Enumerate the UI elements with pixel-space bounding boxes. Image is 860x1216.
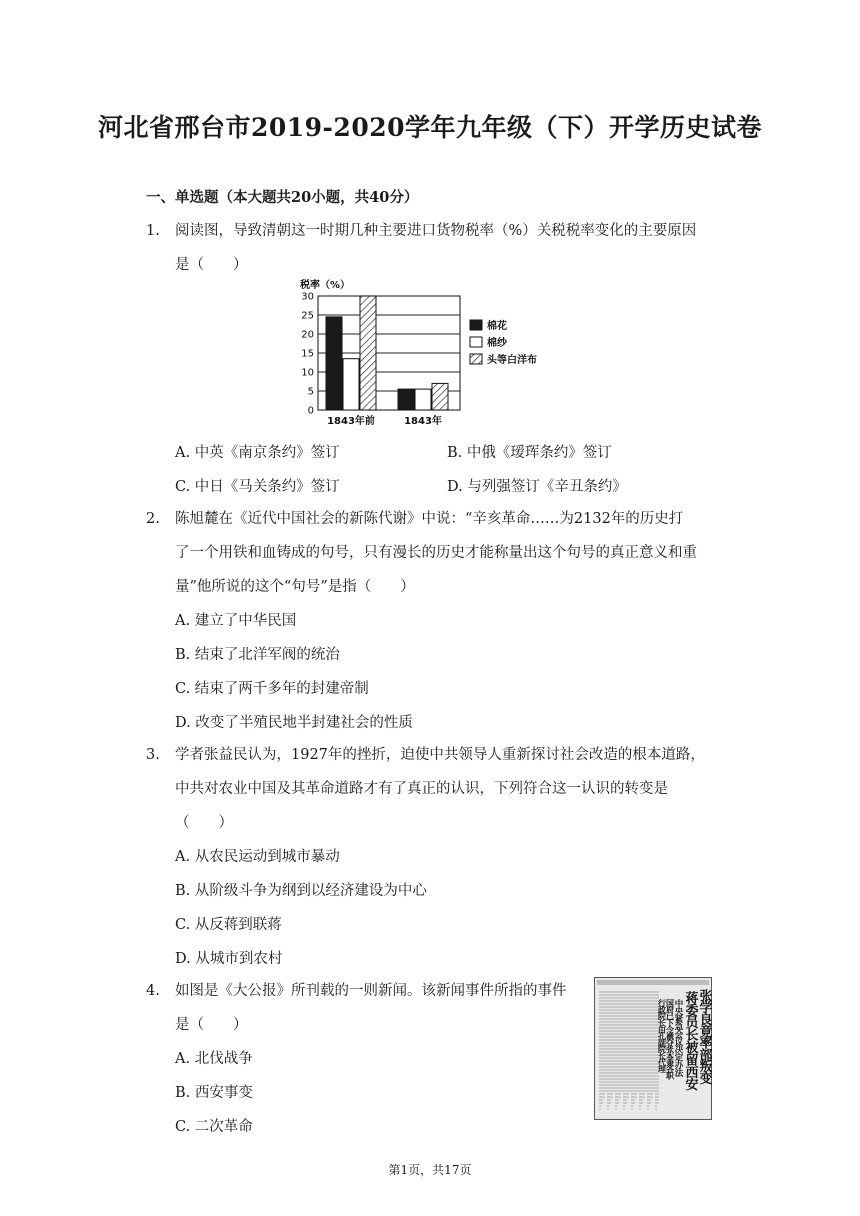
- bar-1-1: [415, 389, 431, 410]
- option-a: A. 中英《南京条约》签订: [175, 445, 340, 461]
- headline-1: 张学良竟率部叛变: [696, 989, 712, 1084]
- option-a: A. 北伐战争: [175, 1051, 253, 1067]
- option-a: A. 建立了中华民国: [175, 613, 297, 629]
- question-number: 1.: [146, 223, 160, 239]
- y-tick-label: 10: [301, 367, 314, 379]
- question-text: 量”他所说的这个“句号”是指（ ）: [175, 579, 415, 595]
- question-text: 学者张益民认为，1927年的挫折，迫使中共领导人重新探讨社会改造的根本道路，: [175, 747, 705, 763]
- section-heading: 一、单选题（本大题共20小题，共40分）: [146, 189, 419, 206]
- bar-0-1: [343, 359, 359, 410]
- question-text: （ ）: [175, 815, 233, 831]
- option-c: C. 结束了两千多年的封建帝制: [175, 681, 369, 697]
- legend-label: 棉花: [487, 321, 507, 332]
- option-d: D. 改变了半殖民地半封建社会的性质: [175, 715, 413, 731]
- legend-label: 头等白洋布: [487, 355, 537, 366]
- option-c: C. 中日《马关条约》签订: [175, 479, 340, 495]
- question-text: 中共对农业中国及其革命道路才有了真正的认识，下列符合这一认识的转变是: [175, 781, 668, 797]
- legend-swatch: [470, 337, 482, 347]
- option-b: B. 中俄《瑷珲条约》签订: [447, 445, 612, 461]
- y-axis-label: 税率（%）: [300, 280, 351, 291]
- question-text: 是（ ）: [175, 1017, 248, 1033]
- y-tick-label: 25: [301, 310, 314, 322]
- option-a: A. 从农民运动到城市暴动: [175, 849, 340, 865]
- question-text: 如图是《大公报》所刊载的一则新闻。该新闻事件所指的事件: [175, 983, 567, 999]
- option-c: C. 二次革命: [175, 1119, 253, 1135]
- legend-swatch: [470, 354, 482, 364]
- question-number: 2.: [146, 511, 160, 527]
- subheadline-2: 国府已下令褫夺张本兼各职: [665, 999, 675, 1079]
- option-b: B. 西安事变: [175, 1085, 253, 1101]
- question-number: 4.: [146, 983, 160, 999]
- headline-2: 蒋委员长被留西安: [682, 991, 698, 1091]
- option-d: D. 从城市到农村: [175, 951, 283, 967]
- y-tick-label: 15: [301, 348, 314, 360]
- question-number: 3.: [146, 747, 160, 763]
- legend-swatch: [470, 320, 482, 330]
- bar-1-0: [398, 389, 414, 410]
- x-tick-label: 1843年前: [327, 416, 375, 427]
- x-tick-label: 1843年: [404, 416, 442, 427]
- bar-1-2: [432, 383, 448, 410]
- newspaper-clipping-image: [594, 977, 712, 1120]
- legend-label: 棉纱: [487, 338, 507, 349]
- question-text: 了一个用铁和血铸成的句号，只有漫长的历史才能称量出这个句号的真正意义和重: [175, 545, 697, 561]
- y-tick-label: 20: [301, 329, 314, 341]
- subheadline-3: 行政院长由孔副院长代理: [657, 999, 667, 1072]
- y-tick-label: 5: [307, 386, 314, 398]
- question-text: 是（ ）: [175, 257, 248, 273]
- option-c: C. 从反蒋到联蒋: [175, 917, 282, 933]
- option-b: B. 从阶级斗争为纲到以经济建设为中心: [175, 883, 427, 899]
- tariff-bar-chart: [290, 276, 580, 436]
- bar-0-0: [326, 317, 342, 410]
- y-tick-label: 0: [307, 405, 314, 417]
- page-footer: 第1页，共17页: [388, 1163, 472, 1177]
- y-tick-label: 30: [301, 291, 314, 303]
- exam-title: 河北省邢台市2019-2020学年九年级（下）开学历史试卷: [97, 113, 763, 142]
- option-d: D. 与列强签订《辛丑条约》: [447, 479, 627, 495]
- question-text: 陈旭麓在《近代中国社会的新陈代谢》中说：“辛亥革命……为2132年的历史打: [175, 511, 684, 527]
- subheadline-1: 中央紧急会议决定办法: [673, 999, 683, 1077]
- bar-0-2: [360, 296, 376, 410]
- question-text: 阅读图，导致清朝这一时期几种主要进口货物税率（%）关税税率变化的主要原因: [175, 223, 697, 239]
- option-b: B. 结束了北洋军阀的统治: [175, 647, 340, 663]
